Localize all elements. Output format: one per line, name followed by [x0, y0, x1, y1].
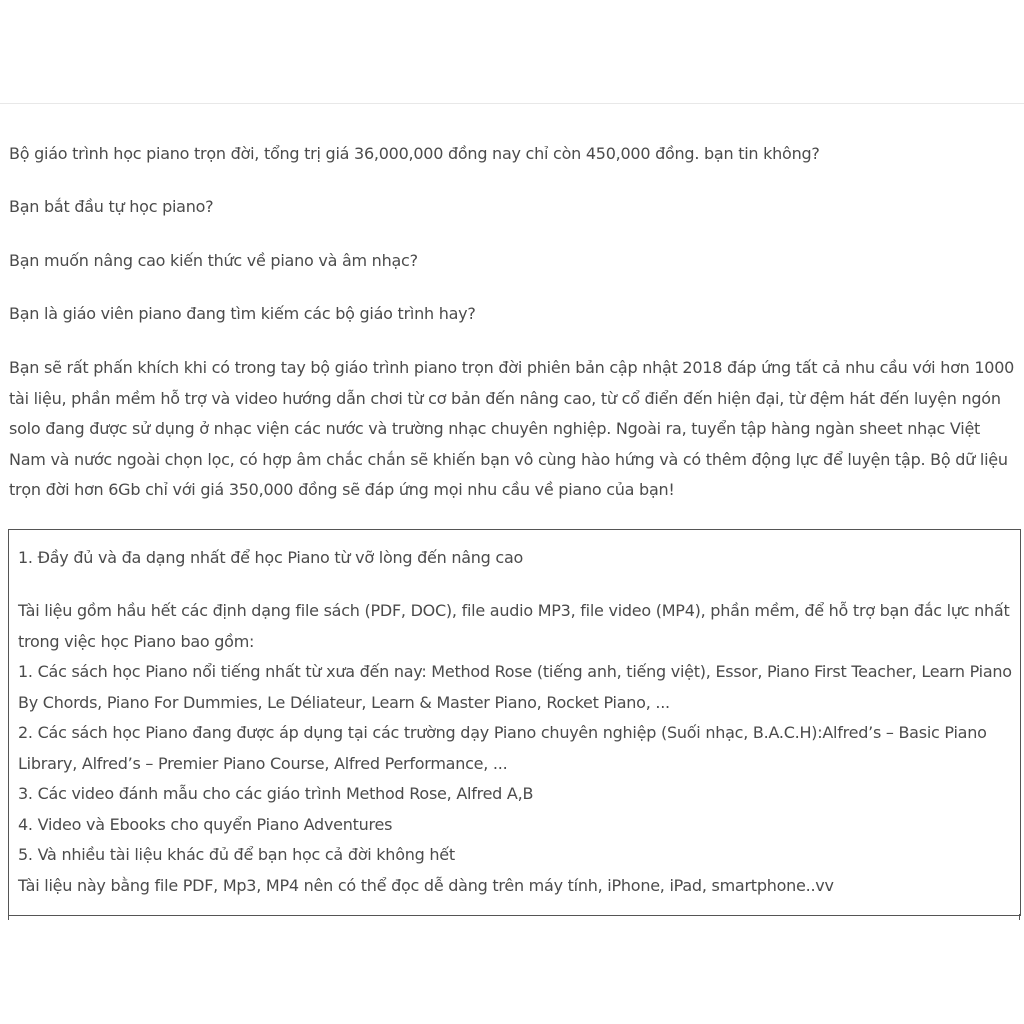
list-item: 3. Các video đánh mẫu cho các giáo trình Method Rose, Alfred A,B: [18, 784, 534, 803]
features-heading: 1. Đầy đủ và đa dạng nhất để học Piano từ vỡ lòng đến nâng cao: [18, 548, 524, 567]
features-footer-note: Tài liệu này bằng file PDF, Mp3, MP4 nên có thể đọc dễ dàng trên máy tính, iPhone, iPad, smartphone..vv: [18, 876, 834, 895]
features-intro: Tài liệu gồm hầu hết các định dạng file sách (PDF, DOC), file audio MP3, file video (MP4), phần mềm, để hỗ trợ bạn đắc lực nhất trong việc học Piano bao gồm:: [18, 601, 1010, 651]
description-paragraph: Bạn sẽ rất phấn khích khi có trong tay bộ giáo trình piano trọn đời phiên bản cập nhật 2018 đáp ứng tất cả nhu cầu với hơn 1000 tài liệu, phần mềm hỗ trợ và video hướng dẫn chơi từ cơ bản đến nâng cao, từ cổ điển đến hiện đại, từ đệm hát đến luyện ngón solo đang được sử dụng ở nhạc viện các nước và trường nhạc chuyên nghiệp. Ngoài ra, tuyển tập hàng ngàn sheet nhạc Việt Nam và nước ngoài chọn lọc, có hợp âm chắc chắn sẽ khiến bạn vô cùng hào hứng và có thêm động lực để luyện tập. Bộ dữ liệu trọn đời hơn 6Gb chỉ với giá 350,000 đồng sẽ đáp ứng mọi nhu cầu về piano của bạn!: [9, 358, 1015, 499]
intro-question-teacher: Bạn là giáo viên piano đang tìm kiếm các bộ giáo trình hay?: [9, 304, 476, 323]
features-box: [8, 529, 1021, 916]
list-item: 1. Các sách học Piano nổi tiếng nhất từ xưa đến nay: Method Rose (tiếng anh, tiếng việt), Essor, Piano First Teacher, Learn Piano By Chords, Piano For Dummies, Le Déliateur, Learn & Master Piano, Rocket Piano, ...: [18, 662, 1012, 712]
list-item: 2. Các sách học Piano đang được áp dụng tại các trường dạy Piano chuyên nghiệp (Suối nhạc, B.A.C.H):Alfred’s – Basic Piano Library, Alfred’s – Premier Piano Course, Alfred Performance, ...: [18, 723, 987, 773]
intro-paragraph-price: Bộ giáo trình học piano trọn đời, tổng trị giá 36,000,000 đồng nay chỉ còn 450,000 đồng. bạn tin không?: [9, 144, 820, 163]
intro-question-beginner: Bạn bắt đầu tự học piano?: [9, 197, 214, 216]
header-divider: [0, 103, 1024, 104]
list-item: 4. Video và Ebooks cho quyển Piano Adventures: [18, 815, 393, 834]
box-border-tail-right: [1019, 914, 1020, 920]
box-border-tail-left: [8, 914, 9, 920]
intro-question-advanced: Bạn muốn nâng cao kiến thức về piano và âm nhạc?: [9, 251, 418, 270]
list-item: 5. Và nhiều tài liệu khác đủ để bạn học cả đời không hết: [18, 845, 455, 864]
